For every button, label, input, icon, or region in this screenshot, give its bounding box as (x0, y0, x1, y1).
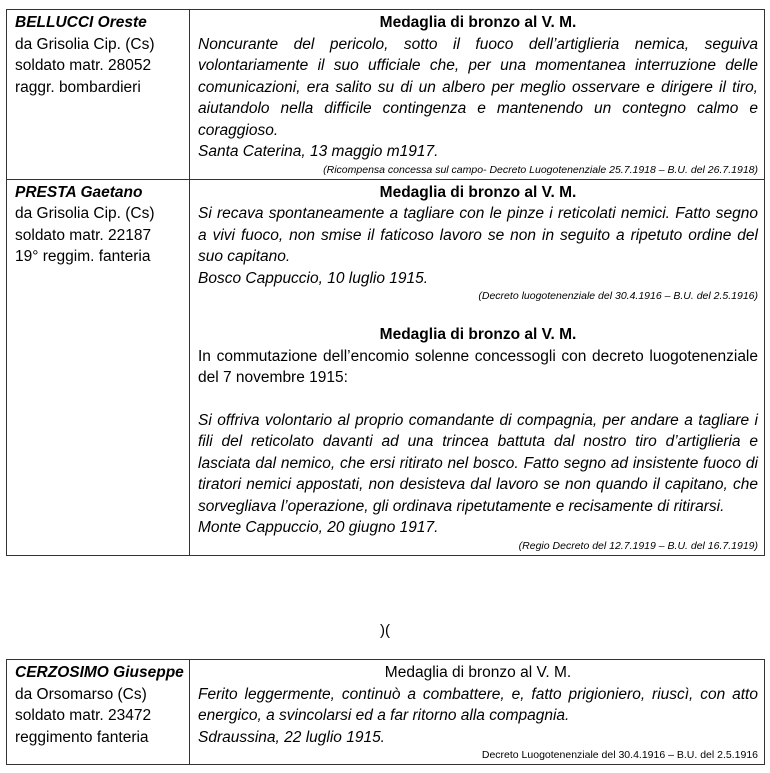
record-row (7, 10, 764, 179)
person-name: BELLUCCI Oreste (15, 14, 147, 31)
award-decree-note: (Ricompensa concessa sul campo- Decreto Luogotenenziale 25.7.1918 – B.U. del 26.7.1918) (323, 163, 758, 176)
award-cell (190, 660, 764, 764)
person-unit: reggimento fanteria (15, 728, 149, 746)
award-place-date: Santa Caterina, 13 maggio m1917. (198, 143, 439, 160)
person-unit: raggr. bombardieri (15, 78, 141, 96)
section-separator: )( (380, 622, 390, 639)
awards-table-bottom (6, 659, 765, 765)
person-cell (7, 180, 190, 555)
award-title: Medaglia di bronzo al V. M. (384, 664, 572, 681)
award-motivation: Si offriva volontario al proprio comandante di compagnia, per andare a tagliare i fili del reticolato davanti ad una trincea battuta dal nostro tiro d’artiglieria e lasciata dal nemico, che ersi ritirato nel bosco. Fatto segno ad insistente fuoco di tiratori nemici appostati, non desisteva dal lavoro se non quando il capitano, che sorvegliava l’operazione, gli ordinava ripetutamente e recisamente di ritirarsi. (198, 411, 758, 515)
award-cell (190, 180, 764, 555)
award-title: Medaglia di bronzo al V. M. (379, 183, 577, 201)
award-decree-note: (Decreto luogotenenziale del 30.4.1916 – B.U. del 2.5.1916) (478, 290, 758, 302)
person-name: CERZOSIMO Giuseppe (15, 664, 184, 681)
award-motivation: Noncurante del pericolo, sotto il fuoco dell’artiglieria nemica, seguiva volontariamente il suo ufficiale che, per una momentanea interruzione delle comunicazioni, era salito su di un albero per meglio osservare e dirigere il tiro, aiutandolo nella difficile contingenza e mantenendo un contegno calmo e coraggioso. (198, 35, 758, 139)
award-decree-note: Decreto Luogotenenziale del 30.4.1916 – B.U. del 2.5.1916 (481, 749, 758, 761)
award-intro: In commutazione dell’encomio solenne concessogli con decreto luogotenenziale del 7 novembre 1915: (198, 347, 758, 386)
award-title: Medaglia di bronzo al V. M. (379, 14, 577, 31)
award-motivation: Si recava spontaneamente a tagliare con le pinze i reticolati nemici. Fatto segno a vivi fuoco, non smise il faticoso lavoro se non in seguito a ripetuto ordine del suo capitano. (198, 205, 758, 265)
person-rank: soldato matr. 23472 (15, 707, 152, 724)
award-decree-note: (Regio Decreto del 12.7.1919 – B.U. del 16.7.1919) (518, 539, 758, 552)
person-cell (7, 660, 190, 764)
award-place-date: Sdraussina, 22 luglio 1915. (198, 728, 385, 746)
person-rank: soldato matr. 22187 (15, 226, 152, 244)
awards-table-top (6, 9, 765, 556)
award-place-date: Monte Cappuccio, 20 giugno 1917. (198, 519, 439, 536)
person-origin: da Grisolia Cip. (Cs) (15, 35, 155, 53)
person-origin: da Grisolia Cip. (Cs) (15, 205, 155, 222)
person-unit: 19° reggim. fanteria (15, 248, 151, 265)
person-rank: soldato matr. 28052 (15, 57, 152, 74)
award-cell (190, 10, 764, 179)
record-row (7, 660, 764, 764)
record-row (7, 179, 764, 555)
person-cell (7, 10, 190, 179)
award-place-date: Bosco Cappuccio, 10 luglio 1915. (198, 269, 429, 287)
award-title: Medaglia di bronzo al V. M. (379, 326, 577, 343)
person-origin: da Orsomarso (Cs) (15, 685, 147, 703)
person-name: PRESTA Gaetano (15, 183, 143, 201)
award-motivation: Ferito leggermente, continuò a combattere, e, fatto prigioniero, riuscì, con atto energico, a svincolarsi ed a far ritorno alla compagnia. (198, 685, 758, 724)
